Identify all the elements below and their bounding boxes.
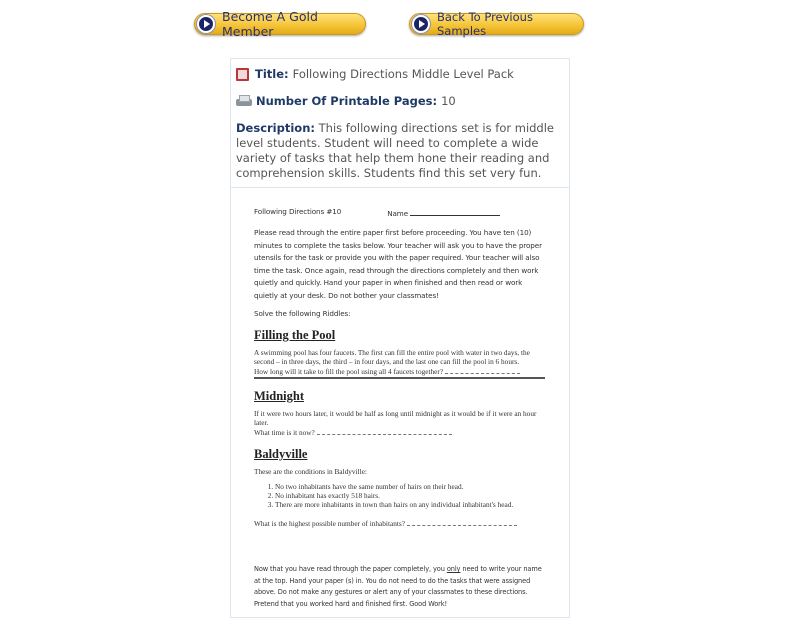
worksheet-closing bbox=[254, 564, 545, 610]
sample-meta bbox=[231, 59, 569, 181]
closing-emphasis: only bbox=[446, 565, 461, 573]
back-to-previous-samples-label: Back To Previous Samples bbox=[437, 10, 533, 38]
description bbox=[236, 121, 563, 181]
title-value: Following Directions Middle Level Pack bbox=[292, 67, 514, 81]
closing-text-end: need to write your name at the top. Hand your paper (s) in. You do not need to do the tasks that were assigned above. Do not make any gestures or alert any of your classmates to these directions. Pretend that you worked hard and finished first. Good Work! bbox=[254, 565, 542, 608]
riddle-title: Filling the Pool bbox=[254, 328, 336, 342]
worksheet-header bbox=[254, 207, 545, 218]
riddle-question-row bbox=[254, 518, 545, 528]
title-label: Title: bbox=[255, 67, 289, 81]
riddle-title: Midnight bbox=[254, 389, 305, 403]
closing-text-start: Now that you have read through the paper completely, you bbox=[254, 565, 447, 573]
pages-value: 10 bbox=[441, 94, 456, 108]
pages-row bbox=[236, 90, 563, 112]
riddle-body bbox=[254, 409, 545, 437]
worksheet-intro: Please read through the entire paper first before proceeding. You have ten (10) minutes to complete the tasks below. Your teacher will ask you to have the proper utensils for the task or provide you with the paper required. Your teacher will also time the task. Once again, read through the directions completely and then work quietly and quickly. Hand your paper in when finished and then read or work quietly at your desk. Do not bother your classmates! bbox=[254, 228, 542, 300]
name-line bbox=[410, 207, 500, 216]
printer-icon bbox=[236, 95, 252, 107]
answer-blank bbox=[317, 427, 452, 435]
riddle-title: Baldyville bbox=[254, 447, 308, 461]
condition-item: 3. There are more inhabitants in town than hairs on any individual inhabitant's head. bbox=[275, 500, 545, 509]
riddle-question: What time is it now? bbox=[254, 428, 315, 437]
title-row bbox=[236, 63, 563, 85]
description-value: This following directions set is for middle level students. Student will need to complete a wide variety of tasks that help them hone their reading and comprehension skills. Students find this set very fun. bbox=[236, 121, 555, 180]
divider bbox=[231, 187, 569, 188]
riddle-text: If it were two hours later, it would be half as long until midnight as it would be if it were an hour later. bbox=[254, 409, 537, 427]
sample-panel bbox=[230, 58, 570, 618]
become-gold-member-label: Become A Gold Member bbox=[222, 9, 318, 39]
worksheet-preview bbox=[231, 207, 569, 610]
worksheet-title: Following Directions #10 bbox=[254, 207, 342, 216]
pdf-icon bbox=[236, 68, 249, 81]
answer-blank bbox=[407, 518, 517, 526]
riddle-text: A swimming pool has four faucets. The first can fill the entire pool with water in two days, the second – in three days, the third – in four days, and the last one can fill the pool in 6 hours. bbox=[254, 348, 530, 366]
riddle-body bbox=[254, 467, 545, 528]
riddle-question: How long will it take to fill the pool using all 4 faucets together? bbox=[254, 367, 444, 376]
riddle-text: These are the conditions in Baldyville: bbox=[254, 467, 367, 476]
back-to-previous-samples-button[interactable] bbox=[409, 10, 584, 38]
pages-label: Number Of Printable Pages: bbox=[256, 94, 438, 108]
play-circle-icon bbox=[197, 15, 215, 33]
name-label: Name bbox=[387, 209, 409, 218]
riddles-label: Solve the following Riddles: bbox=[254, 309, 351, 318]
riddle-body bbox=[254, 348, 545, 379]
answer-blank bbox=[445, 366, 520, 374]
play-circle-icon bbox=[412, 15, 430, 33]
condition-item: 2. No inhabitant has exactly 518 hairs. bbox=[275, 491, 545, 500]
riddle-question: What is the highest possible number of inhabitants? bbox=[254, 519, 405, 528]
conditions-list bbox=[254, 482, 545, 509]
become-gold-member-button[interactable] bbox=[194, 9, 366, 39]
name-field bbox=[387, 207, 500, 218]
description-label: Description: bbox=[236, 121, 315, 135]
condition-item: 1. No two inhabitants have the same number of hairs on their head. bbox=[275, 482, 545, 491]
